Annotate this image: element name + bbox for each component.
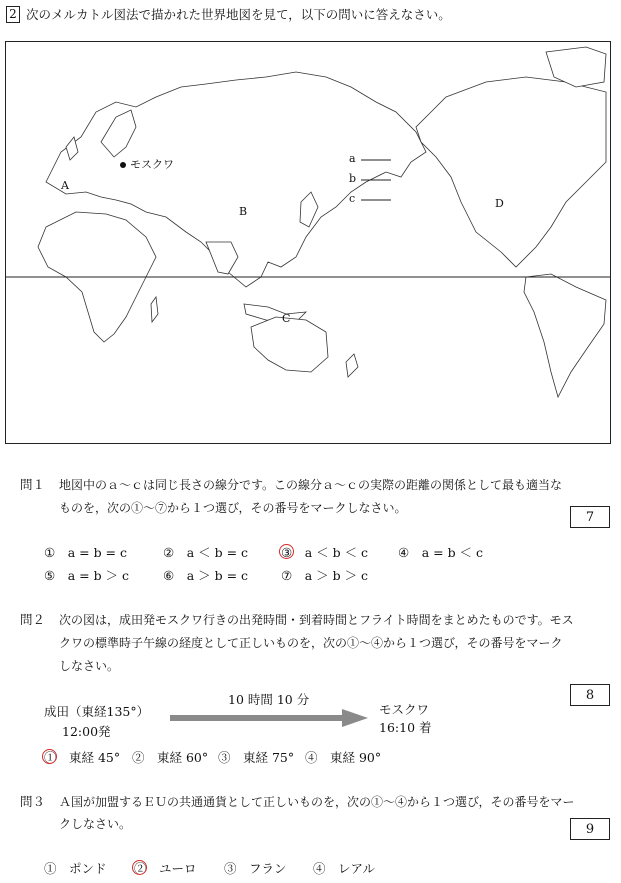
q2-choice-2[interactable]: ② 東経 60° (132, 750, 209, 765)
q2-choice-3[interactable]: ③ 東経 75° (218, 750, 295, 765)
q3-label: 問３ (20, 794, 46, 809)
flight-duration: 10 時間 10 分 (228, 692, 310, 707)
q1-choice-4[interactable]: ④ a = b ＜ c (398, 545, 484, 560)
q1-text-line2: ものを，次の①～⑦から１つ選び，その番号をマークしなさい。 (59, 501, 407, 515)
q3-choice-1[interactable]: ① ポンド (44, 861, 107, 876)
q3-choice-4[interactable]: ④ レアル (313, 861, 376, 876)
q3-selected-mark (132, 860, 147, 875)
australia-landmass (251, 317, 328, 372)
flight-arrow (170, 708, 370, 728)
q2-text-line1: 次の図は，成田発モスクワ行きの出発時間・到着時間とフライト時間をまとめたものです。モス (59, 613, 574, 627)
q1-choice-6[interactable]: ⑥ a ＞ b = c (163, 568, 249, 583)
instruction-text: 次のメルカトル図法で描かれた世界地図を見て，以下の問いに答えなさい。 (26, 7, 451, 22)
region-label-c: C (282, 312, 291, 325)
north-america-landmass (416, 77, 606, 267)
region-label-a: A (61, 179, 69, 192)
q3-text-line2: クしなさい。 (59, 817, 132, 831)
q1-choice-7[interactable]: ⑦ a ＞ b ＞ c (281, 568, 369, 583)
flight-depart-time: 12:00発 (62, 724, 111, 739)
madagascar (151, 297, 158, 322)
flight-destination: モスクワ (379, 702, 430, 717)
region-label-d: D (495, 197, 504, 210)
q1-label: 問１ (20, 477, 46, 492)
q3-choice-2[interactable]: ② ユーロ (134, 861, 197, 876)
question-number-box: 2 (6, 6, 20, 23)
q1-choice-5[interactable]: ⑤ a = b ＞ c (44, 568, 130, 583)
region-label-b: B (239, 205, 248, 218)
q3-choice-3[interactable]: ③ フラン (224, 861, 287, 876)
q1-choice-2[interactable]: ② a ＜ b = c (163, 545, 249, 560)
q1-text-line1: 地図中のａ～ｃは同じ長さの線分です。この線分ａ～ｃの実際の距離の関係として最も適当な (59, 478, 563, 492)
q3-text-line1: Ａ国が加盟するＥＵの共通通貨として正しいものを，次の①～④から１つ選び，その番号をマー (59, 795, 575, 809)
world-map (5, 41, 611, 444)
q2-choice-4[interactable]: ④ 東経 90° (305, 750, 382, 765)
q1-choice-3[interactable]: ③ a ＜ b ＜ c (281, 545, 369, 560)
segment-label-a: a (349, 152, 356, 165)
q2-choice-1[interactable]: ① 東経 45° (44, 750, 121, 765)
segment-label-c: c (349, 192, 356, 205)
q1-selected-mark (279, 544, 294, 559)
q1-choice-1[interactable]: ① a = b = c (44, 545, 128, 560)
moscow-dot (120, 162, 126, 168)
q2-label: 問２ (20, 612, 46, 627)
q2-text-line2: クワの標準時子午線の経度として正しいものを，次の①～④から１つ選び，その番号をマーク (59, 636, 563, 650)
segment-label-b: b (349, 172, 357, 185)
moscow-label: モスクワ (130, 158, 174, 171)
map-drawing (6, 42, 610, 443)
flight-origin: 成田（東経135°） (44, 704, 150, 719)
flight-arrive-time: 16:10 着 (379, 720, 432, 735)
q1-answer-box: 7 (570, 506, 610, 528)
new-zealand (346, 354, 358, 377)
q3-answer-box: 9 (570, 818, 610, 840)
q2-selected-mark (42, 749, 57, 764)
q2-answer-box: 8 (570, 684, 610, 706)
q2-text-line3: しなさい。 (59, 659, 120, 673)
south-america-landmass (524, 274, 606, 397)
